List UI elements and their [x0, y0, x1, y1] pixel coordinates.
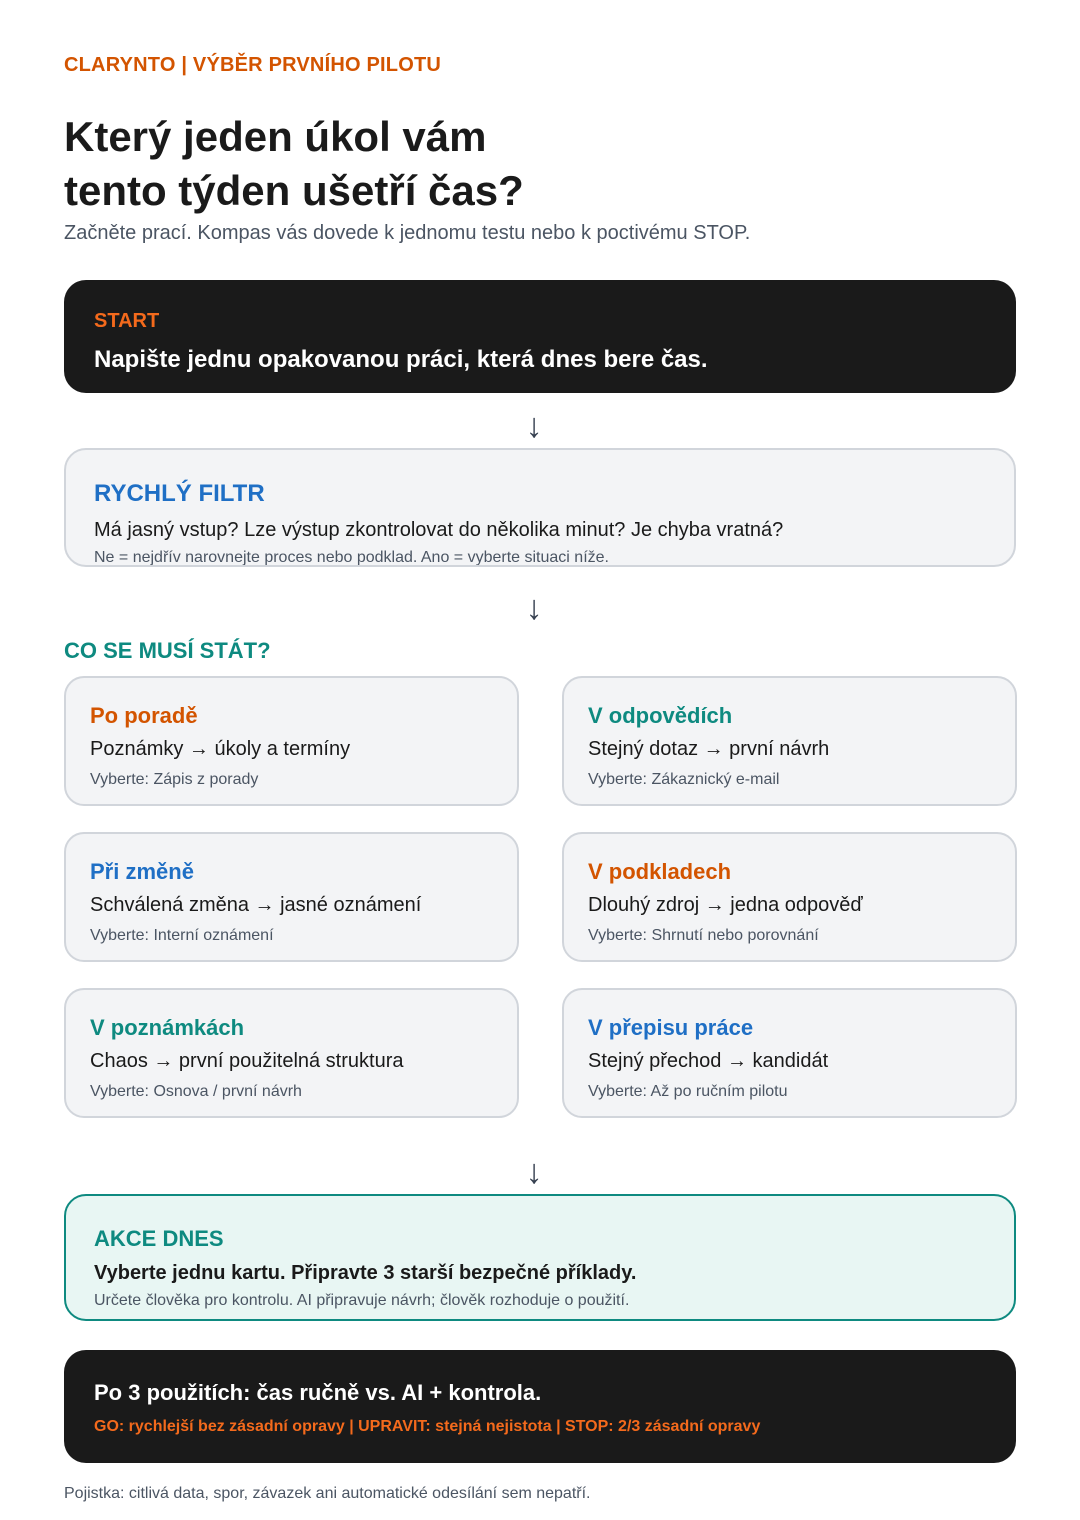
card-text: Stejný přechod → kandidát	[588, 1050, 829, 1072]
page-title-line-1: Který jeden úkol vám	[64, 113, 487, 160]
card-pick: Vyberte: Zákaznický e-mail	[588, 771, 780, 788]
card-title: V poznámkách	[90, 1015, 245, 1040]
quick-filter-note: Ne = nejdřív narovnejte proces nebo podklad. Ano = vyberte situaci níže.	[94, 549, 609, 566]
action-text: Vyberte jednu kartu. Připravte 3 starší bezpečné příklady.	[94, 1262, 637, 1284]
page-title-line-2: tento týden ušetří čas?	[64, 167, 524, 214]
evaluation-rule: GO: rychlejší bez zásadní opravy | UPRAVIT: stejná nejistota | STOP: 2/3 zásadní opravy	[94, 1418, 761, 1435]
card-text: Dlouhý zdroj → jedna odpověď	[588, 894, 863, 916]
brand-label: CLARYNTO | VÝBĚR PRVNÍHO PILOTU	[64, 54, 442, 76]
start-text: Napište jednu opakovanou práci, která dnes bere čas.	[94, 346, 708, 373]
page-subtitle: Začněte prací. Kompas vás dovede k jednomu testu nebo k poctivému STOP.	[64, 222, 751, 244]
start-box	[64, 280, 1016, 393]
page-title	[64, 110, 524, 218]
down-arrow-icon: ↓	[525, 589, 543, 627]
down-arrow-icon: ↓	[525, 407, 543, 445]
card-pick: Vyberte: Až po ručním pilotu	[588, 1083, 788, 1100]
card-text: Schválená změna → jasné oznámení	[90, 894, 422, 916]
quick-filter-label: RYCHLÝ FILTR	[94, 480, 265, 507]
situation-card[interactable]	[64, 988, 519, 1118]
action-note: Určete člověka pro kontrolu. AI připravuje návrh; člověk rozhoduje o použití.	[94, 1292, 630, 1309]
action-label: AKCE DNES	[94, 1226, 224, 1251]
quick-filter-questions: Má jasný vstup? Lze výstup zkontrolovat do několika minut? Je chyba vratná?	[94, 519, 784, 541]
card-pick: Vyberte: Zápis z porady	[90, 771, 259, 788]
card-text: Stejný dotaz → první návrh	[588, 738, 830, 760]
evaluation-box	[64, 1350, 1016, 1463]
card-title: V podkladech	[588, 859, 732, 884]
situation-card[interactable]	[562, 988, 1017, 1118]
down-arrow-icon: ↓	[525, 1153, 543, 1191]
situation-card[interactable]	[64, 832, 519, 962]
card-title: V přepisu práce	[588, 1015, 754, 1040]
footer-note: Pojistka: citlivá data, spor, závazek ani automatické odesílání sem nepatří.	[64, 1485, 591, 1502]
card-pick: Vyberte: Interní oznámení	[90, 927, 274, 944]
card-pick: Vyberte: Osnova / první návrh	[90, 1083, 302, 1100]
evaluation-text: Po 3 použitích: čas ručně vs. AI + kontrola.	[94, 1380, 542, 1405]
card-title: V odpovědích	[588, 703, 733, 728]
card-pick: Vyberte: Shrnutí nebo porovnání	[588, 927, 819, 944]
situation-card[interactable]	[562, 832, 1017, 962]
action-today-box	[64, 1194, 1016, 1321]
quick-filter-box	[64, 448, 1016, 567]
start-label: START	[94, 310, 160, 332]
card-text: Poznámky → úkoly a termíny	[90, 738, 351, 760]
situation-card[interactable]	[64, 676, 519, 806]
card-title: Po poradě	[90, 703, 198, 728]
card-text: Chaos → první použitelná struktura	[90, 1050, 404, 1072]
card-title: Při změně	[90, 859, 194, 884]
section-heading: CO SE MUSÍ STÁT?	[64, 638, 271, 663]
situation-card[interactable]	[562, 676, 1017, 806]
